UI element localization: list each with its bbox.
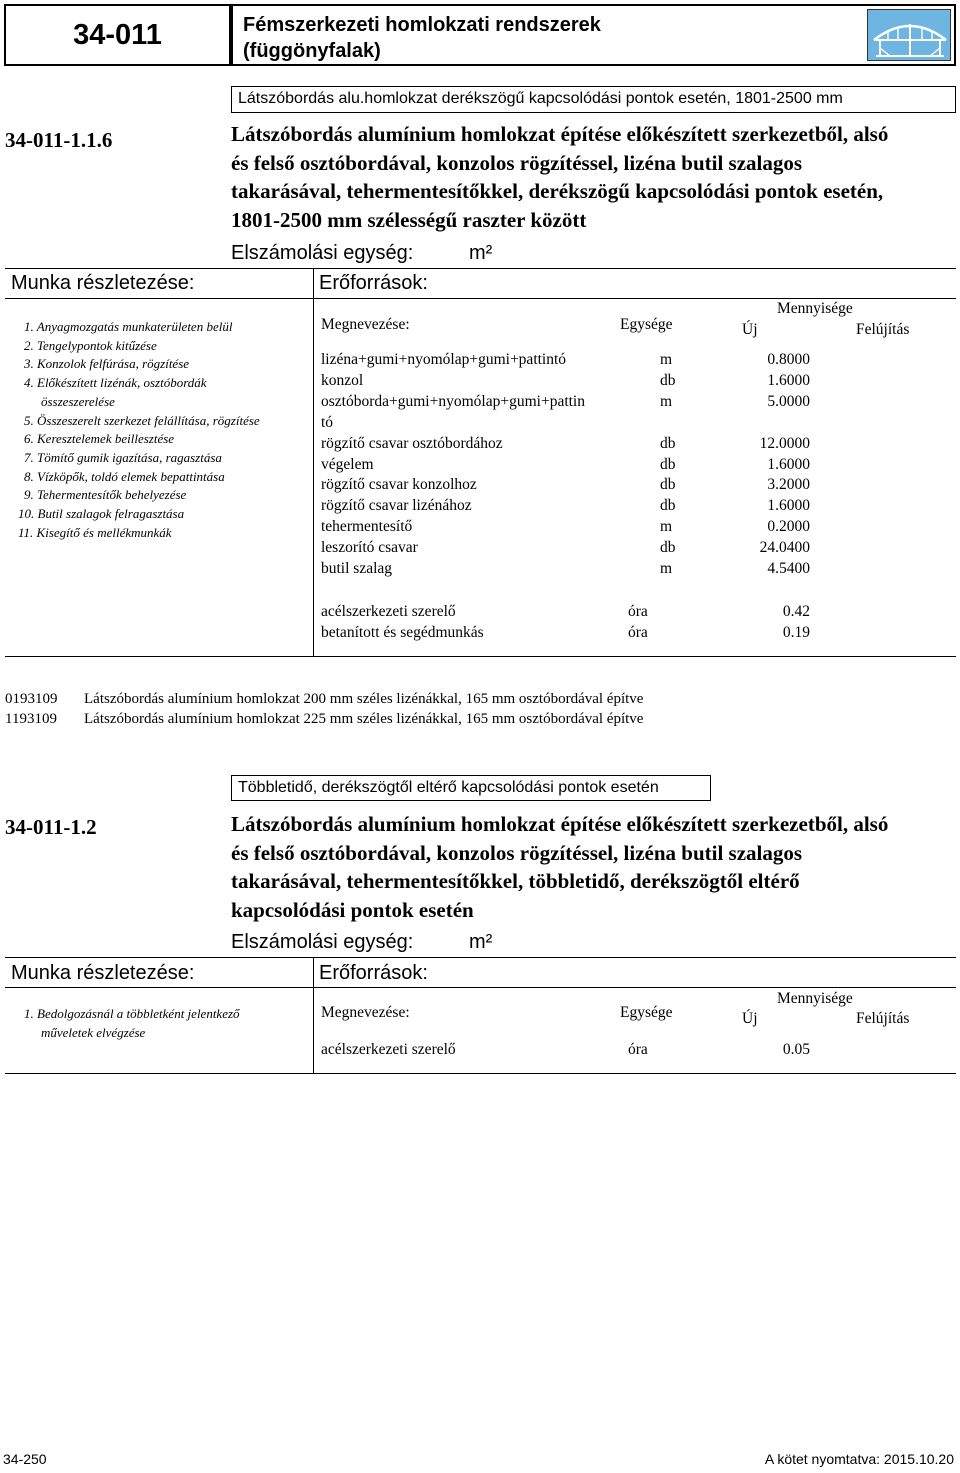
resource-name: butil szalag (321, 560, 393, 577)
section-top-rule (5, 957, 956, 958)
col-refurb-header: Felújítás (856, 1010, 910, 1027)
resource-qty-new: 0.05 (782, 1041, 810, 1058)
resource-qty-new: 1.6000 (767, 455, 810, 473)
chapter-title-line2: (függönyfalak) (243, 40, 381, 62)
resource-unit: óra (628, 624, 648, 641)
work-item: 7. Tömítő gumik igazítása, ragasztása (24, 449, 222, 465)
resource-name: rögzítő csavar osztóbordához (321, 434, 503, 452)
col-name-header: Megnevezése: (321, 1004, 410, 1021)
work-item: 1. Bedolgozásnál a többletként jelentkező (24, 1006, 240, 1021)
section-head-rule (5, 298, 956, 299)
resource-unit: db (660, 476, 676, 494)
page-number: 34-250 (3, 1451, 47, 1467)
work-heading: Munka részletezése: (11, 962, 195, 984)
chapter-code: 34-011 (4, 4, 231, 66)
work-item: műveletek elvégzése (41, 1024, 146, 1040)
item-code: 34-011-1.1.6 (5, 128, 113, 152)
resources-heading: Erőforrások: (319, 962, 428, 984)
item-title (231, 120, 888, 234)
print-date: A kötet nyomtatva: 2015.10.20 (764, 1451, 954, 1467)
resource-name: tehermentesítő (321, 518, 413, 536)
resource-qty-new: 0.2000 (767, 518, 810, 536)
col-name-header: Megnevezése: (321, 316, 410, 333)
item-title-line: takarásával, tehermentesítőkkel, többletidő, derékszögtől eltérő (231, 869, 800, 893)
item-title-line: és felső osztóbordával, konzolos rögzítéssel, lizéna butil szalagos (231, 840, 803, 865)
item-title-line: és felső osztóbordával, konzolos rögzítéssel, lizéna butil szalagos (231, 150, 803, 175)
resource-qty-new: 0.8000 (767, 351, 810, 368)
item-title (231, 810, 888, 924)
item-title-line: 1801-2500 mm szélességű raszter között (231, 207, 587, 232)
section-bottom-rule (5, 656, 956, 657)
work-item: 10. Butil szalagok felragasztása (18, 506, 185, 522)
resource-name: osztóborda+gumi+nyomólap+gumi+pattin (321, 392, 585, 410)
work-item: 2. Tengelypontok kitűzése (24, 337, 157, 353)
col-refurb-header: Felújítás (856, 321, 910, 338)
resource-qty-new: 0.19 (782, 624, 810, 641)
col-new-header: Új (742, 321, 758, 338)
work-list (24, 1005, 240, 1042)
item-title-line: takarásával, tehermentesítőkkel, derékszögű kapcsolódási pontok esetén, (231, 179, 884, 203)
resource-qty-new: 12.0000 (759, 434, 810, 452)
resource-unit: óra (628, 603, 648, 620)
section-head-rule (5, 987, 956, 988)
facade-structure-icon (867, 9, 951, 61)
col-qty-header: Mennyisége (777, 990, 853, 1007)
work-item: 6. Keresztelemek beillesztése (24, 431, 175, 447)
resource-qty-new: 4.5400 (767, 560, 810, 577)
col-qty-header: Mennyisége (777, 300, 853, 317)
resource-name: rögzítő csavar konzolhoz (321, 476, 477, 494)
item-subtitle: Látszóbordás alu.homlokzat derékszögű kapcsolódási pontok esetén, 1801-2500 mm (238, 90, 843, 107)
resource-name: rögzítő csavar lizénához (321, 497, 472, 515)
resource-unit: db (660, 455, 676, 473)
variant-code: 1193109 (5, 711, 57, 727)
resource-qty-new: 0.42 (782, 603, 810, 620)
work-item: 3. Konzolok felfúrása, rögzítése (24, 356, 190, 372)
resource-unit: db (660, 371, 676, 389)
resource-qty-new: 5.0000 (767, 392, 810, 410)
chapter-title-line1: Fémszerkezeti homlokzati rendszerek (243, 14, 601, 36)
work-item: 11. Kisegítő és mellékmunkák (18, 524, 172, 540)
item-subtitle: Többletidő, derékszögtől eltérő kapcsolódási pontok esetén (238, 779, 659, 796)
column-divider (313, 268, 314, 656)
resource-name: acélszerkezeti szerelő (321, 603, 456, 620)
item-title-line: Látszóbordás alumínium homlokzat építése előkészített szerkezetből, alsó (231, 812, 889, 836)
resource-unit: m (660, 392, 673, 410)
item-subtitle-box (231, 86, 956, 113)
resource-qty-new: 1.6000 (767, 497, 810, 515)
resource-name: acélszerkezeti szerelő (321, 1041, 456, 1058)
unit-label: Elszámolási egység: (231, 931, 414, 953)
resource-name: leszorító csavar (321, 539, 418, 557)
variant-text: Látszóbordás alumínium homlokzat 200 mm széles lizénákkal, 165 mm osztóbordával építve (84, 691, 644, 707)
unit-value: m² (469, 931, 493, 953)
column-divider (313, 957, 314, 1073)
col-unit-header: Egysége (620, 1004, 673, 1021)
work-item: 5. Összeszerelt szerkezet felállítása, rögzítése (24, 412, 260, 428)
resource-unit: m (660, 351, 673, 368)
chapter-title-box (231, 4, 956, 66)
item-subtitle-box (231, 775, 711, 801)
item-title-line: kapcsolódási pontok esetén (231, 897, 474, 922)
resources-heading: Erőforrások: (319, 272, 428, 294)
item-code: 34-011-1.2 (5, 815, 97, 839)
section-top-rule (5, 268, 956, 269)
resource-qty-new: 1.6000 (767, 371, 810, 389)
section-bottom-rule (5, 1073, 956, 1074)
unit-value: m² (469, 242, 493, 264)
col-unit-header: Egysége (620, 316, 673, 333)
resource-unit: db (660, 497, 676, 515)
work-item: 1. Anyagmozgatás munkaterületen belül (24, 319, 233, 334)
chapter-title (243, 12, 601, 64)
resource-unit: m (660, 518, 673, 536)
variant-code: 0193109 (5, 691, 58, 707)
work-item: összeszerelése (41, 393, 115, 409)
col-new-header: Új (742, 1010, 758, 1027)
work-item: 9. Tehermentesítők behelyezése (24, 487, 187, 503)
work-heading: Munka részletezése: (11, 272, 195, 294)
resource-name: lizéna+gumi+nyomólap+gumi+pattintó (321, 351, 567, 368)
resource-name: tó (321, 413, 334, 431)
variant-text: Látszóbordás alumínium homlokzat 225 mm széles lizénákkal, 165 mm osztóbordával építve (84, 711, 644, 727)
work-item: 4. Előkészített lizénák, osztóbordák (24, 375, 207, 391)
resource-unit: db (660, 539, 676, 557)
work-item: 8. Vízköpők, toldó elemek bepattintása (24, 468, 225, 484)
item-title-line: Látszóbordás alumínium homlokzat építése előkészített szerkezetből, alsó (231, 122, 889, 146)
resource-qty-new: 3.2000 (767, 476, 810, 494)
unit-label: Elszámolási egység: (231, 242, 414, 264)
resource-unit: m (660, 560, 673, 577)
resource-name: végelem (321, 455, 374, 473)
resource-qty-new: 24.0400 (759, 539, 810, 557)
resource-name: konzol (321, 371, 364, 389)
resource-name: betanított és segédmunkás (321, 624, 484, 641)
resource-unit: db (660, 434, 676, 452)
work-list (18, 318, 260, 542)
resource-unit: óra (628, 1041, 648, 1058)
